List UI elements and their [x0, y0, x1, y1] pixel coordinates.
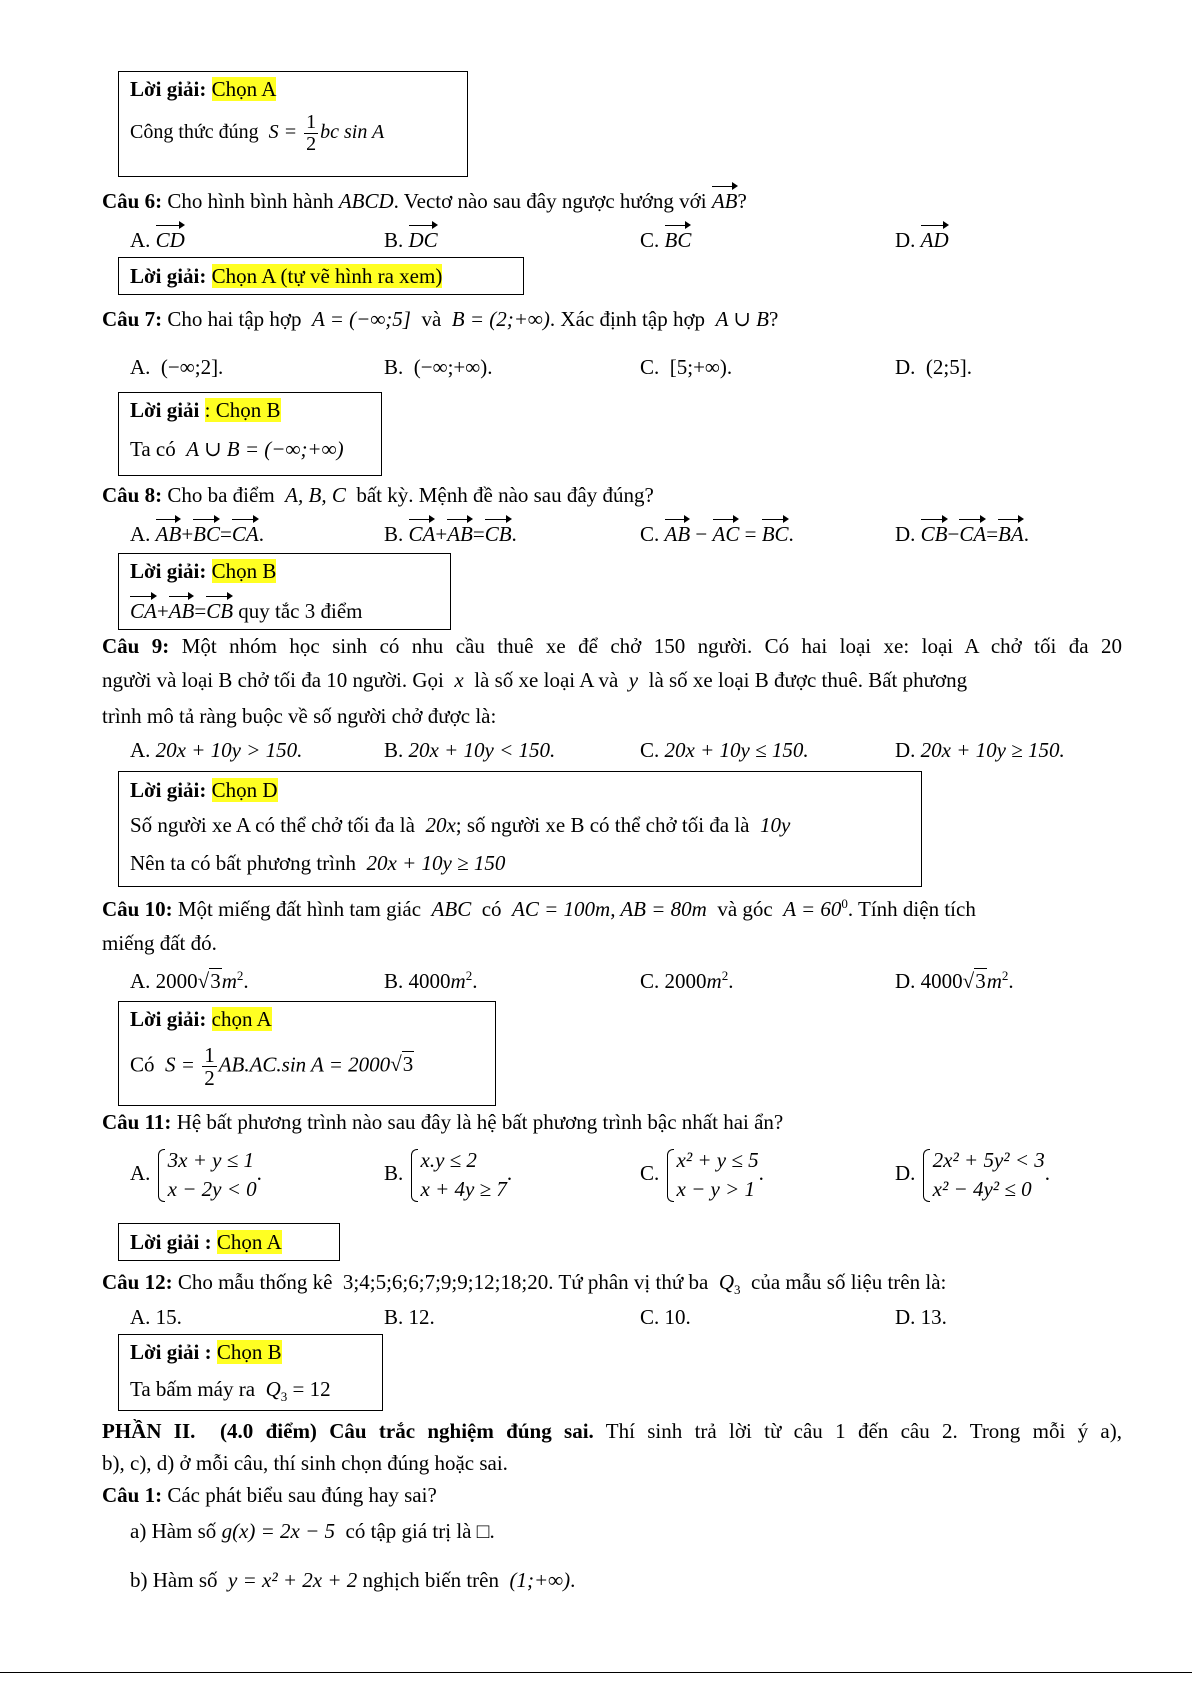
- answer-highlight: Chọn A: [216, 1230, 282, 1254]
- solution-text: Số người xe A có thể chở tối đa là 20x; số người xe B có thể chở tối đa là 10y: [130, 813, 791, 837]
- answer-highlight: Chọn A: [211, 77, 277, 101]
- question-9: Câu 9: Một nhóm học sinh có nhu cầu thuê xe để chở 150 người. Có hai loại xe: loại A chở tối đa 20: [102, 634, 1122, 658]
- question-12: Câu 12: Cho mẫu thống kê 3;4;5;6;6;7;9;9;12;18;20. Tứ phân vị thứ ba $Q_3$ của mẫu số liệu trên là:: [102, 1270, 947, 1298]
- question-11: Câu 11: Hệ bất phương trình nào sau đây là hệ bất phương trình bậc nhất hai ẩn?: [102, 1110, 784, 1134]
- fraction: $\frac{1}{2}$: [204, 1043, 215, 1091]
- question-10: Câu 10: Một miếng đất hình tam giác ABC có AC = 100m, AB = 80m và góc $A = 60^0$. Tính diện tích: [102, 896, 976, 921]
- q9-option-b[interactable]: B. 20x + 10y < 150.: [384, 738, 556, 762]
- part-2-question-1: Câu 1: Các phát biểu sau đúng hay sai?: [102, 1483, 437, 1507]
- solution-label: Lời giải: Chọn D: [130, 778, 278, 802]
- q9-option-c[interactable]: C. 20x + 10y ≤ 150.: [640, 738, 809, 762]
- q10-option-c[interactable]: C. $2000m^2$.: [640, 968, 734, 993]
- question-6: Câu 6: Cho hình bình hành ABCD. Vectơ nào sau đây ngược hướng với AB?: [102, 189, 747, 213]
- set-symbol: □: [476, 1519, 490, 1543]
- q11-option-b[interactable]: B. x.y ≤ 2 x + 4y ≥ 7 .: [384, 1146, 512, 1205]
- q12-option-a[interactable]: A. 15.: [130, 1305, 182, 1329]
- solution-text: Ta bấm máy ra $Q_3 = 12$: [130, 1377, 331, 1405]
- solution-label: Lời giải : Chọn B: [130, 1340, 282, 1364]
- solution-text: CA+AB=CB quy tắc 3 điểm: [130, 599, 363, 623]
- q12-option-c[interactable]: C. 10.: [640, 1305, 691, 1329]
- q8-option-d[interactable]: D. CB−CA=BA.: [895, 522, 1029, 546]
- q11-option-a[interactable]: A. 3x + y ≤ 1 x − 2y < 0 .: [130, 1146, 262, 1205]
- solution-formula: Công thức đúng S = $\frac{1}{2}$ bc sin A: [130, 111, 385, 155]
- inequality-system: 2x² + 5y² < 3 x² − 4y² ≤ 0: [921, 1146, 1045, 1205]
- solution-label: Lời giải: chọn A: [130, 1007, 272, 1031]
- q7-option-b[interactable]: B. (−∞;+∞).: [384, 355, 493, 379]
- question-8: Câu 8: Cho ba điểm A, B, C bất kỳ. Mệnh đề nào sau đây đúng?: [102, 483, 654, 507]
- solution-label: Lời giải: Chọn A (tự vẽ hình ra xem): [130, 264, 443, 288]
- question-9-line2: người và loại B chở tối đa 10 người. Gọi x là số xe loại A và y là số xe loại B được thuê. Bất phương: [102, 668, 968, 692]
- page-bottom-border: [0, 1672, 1192, 1673]
- question-7: Câu 7: Cho hai tập hợp A = (−∞;5] và B = (2;+∞). Xác định tập hợp A ∪ B?: [102, 307, 779, 331]
- q6-option-d[interactable]: D. AD: [895, 228, 949, 252]
- q6-option-a[interactable]: A. CD: [130, 228, 185, 252]
- q10-option-d[interactable]: D. $4000√3m^2$.: [895, 968, 1014, 993]
- q8-option-c[interactable]: C. AB − AC = BC.: [640, 522, 794, 546]
- solution-formula: Có S = $\frac{1}{2}$ AB.AC.sin A = 2000√3: [130, 1043, 414, 1091]
- q12-option-b[interactable]: B. 12.: [384, 1305, 435, 1329]
- answer-highlight: chọn A: [211, 1007, 272, 1031]
- part-2-line2: b), c), d) ở mỗi câu, thí sinh chọn đúng hoặc sai.: [102, 1451, 508, 1475]
- q7-option-d[interactable]: D. (2;5].: [895, 355, 972, 379]
- q10-option-a[interactable]: A. $2000√3m^2$.: [130, 968, 249, 993]
- q11-option-c[interactable]: C. x² + y ≤ 5 x − y > 1 .: [640, 1146, 764, 1205]
- solution-label: Lời giải : Chọn B: [130, 398, 281, 422]
- fraction: $\frac{1}{2}$: [306, 111, 317, 155]
- q10-option-b[interactable]: B. $4000m^2$.: [384, 968, 478, 993]
- inequality-system: x² + y ≤ 5 x − y > 1: [665, 1146, 759, 1205]
- q6-option-b[interactable]: B. DC: [384, 228, 438, 252]
- q8-option-b[interactable]: B. CA+AB=CB.: [384, 522, 517, 546]
- q7-option-a[interactable]: A. (−∞;2].: [130, 355, 224, 379]
- solution-text: Ta có A ∪ B = (−∞;+∞): [130, 437, 344, 461]
- solution-label: Lời giải: Chọn A: [130, 77, 277, 101]
- answer-highlight: Chọn B: [211, 559, 277, 583]
- q9-option-a[interactable]: A. 20x + 10y > 150.: [130, 738, 303, 762]
- q12-option-d[interactable]: D. 13.: [895, 1305, 947, 1329]
- part-2-heading: PHẦN II. (4.0 điểm) Câu trắc nghiệm đúng sai. Thí sinh trả lời từ câu 1 đến câu 2. Trong mỗi ý a),: [102, 1419, 1122, 1443]
- statement-b: b) Hàm số y = x² + 2x + 2 nghịch biến trên (1;+∞).: [130, 1568, 576, 1592]
- inequality-system: x.y ≤ 2 x + 4y ≥ 7: [409, 1146, 507, 1205]
- q8-option-a[interactable]: A. AB+BC=CA.: [130, 522, 264, 546]
- solution-label: Lời giải : Chọn A: [130, 1230, 282, 1254]
- q7-option-c[interactable]: C. [5;+∞).: [640, 355, 733, 379]
- solution-label: Lời giải: Chọn B: [130, 559, 277, 583]
- question-9-line3: trình mô tả ràng buộc về số người chở được là:: [102, 704, 497, 728]
- inequality-system: 3x + y ≤ 1 x − 2y < 0: [156, 1146, 257, 1205]
- answer-highlight: : Chọn B: [204, 398, 281, 422]
- solution-text: Nên ta có bất phương trình 20x + 10y ≥ 150: [130, 851, 506, 875]
- answer-highlight: Chọn B: [216, 1340, 282, 1364]
- question-10-line2: miếng đất đó.: [102, 931, 217, 955]
- q6-option-c[interactable]: C. BC: [640, 228, 692, 252]
- answer-highlight: Chọn A (tự vẽ hình ra xem): [211, 264, 443, 288]
- q9-option-d[interactable]: D. 20x + 10y ≥ 150.: [895, 738, 1065, 762]
- q11-option-d[interactable]: D. 2x² + 5y² < 3 x² − 4y² ≤ 0 .: [895, 1146, 1050, 1205]
- answer-highlight: Chọn D: [211, 778, 278, 802]
- statement-a: a) Hàm số g(x) = 2x − 5 có tập giá trị là □.: [130, 1519, 495, 1543]
